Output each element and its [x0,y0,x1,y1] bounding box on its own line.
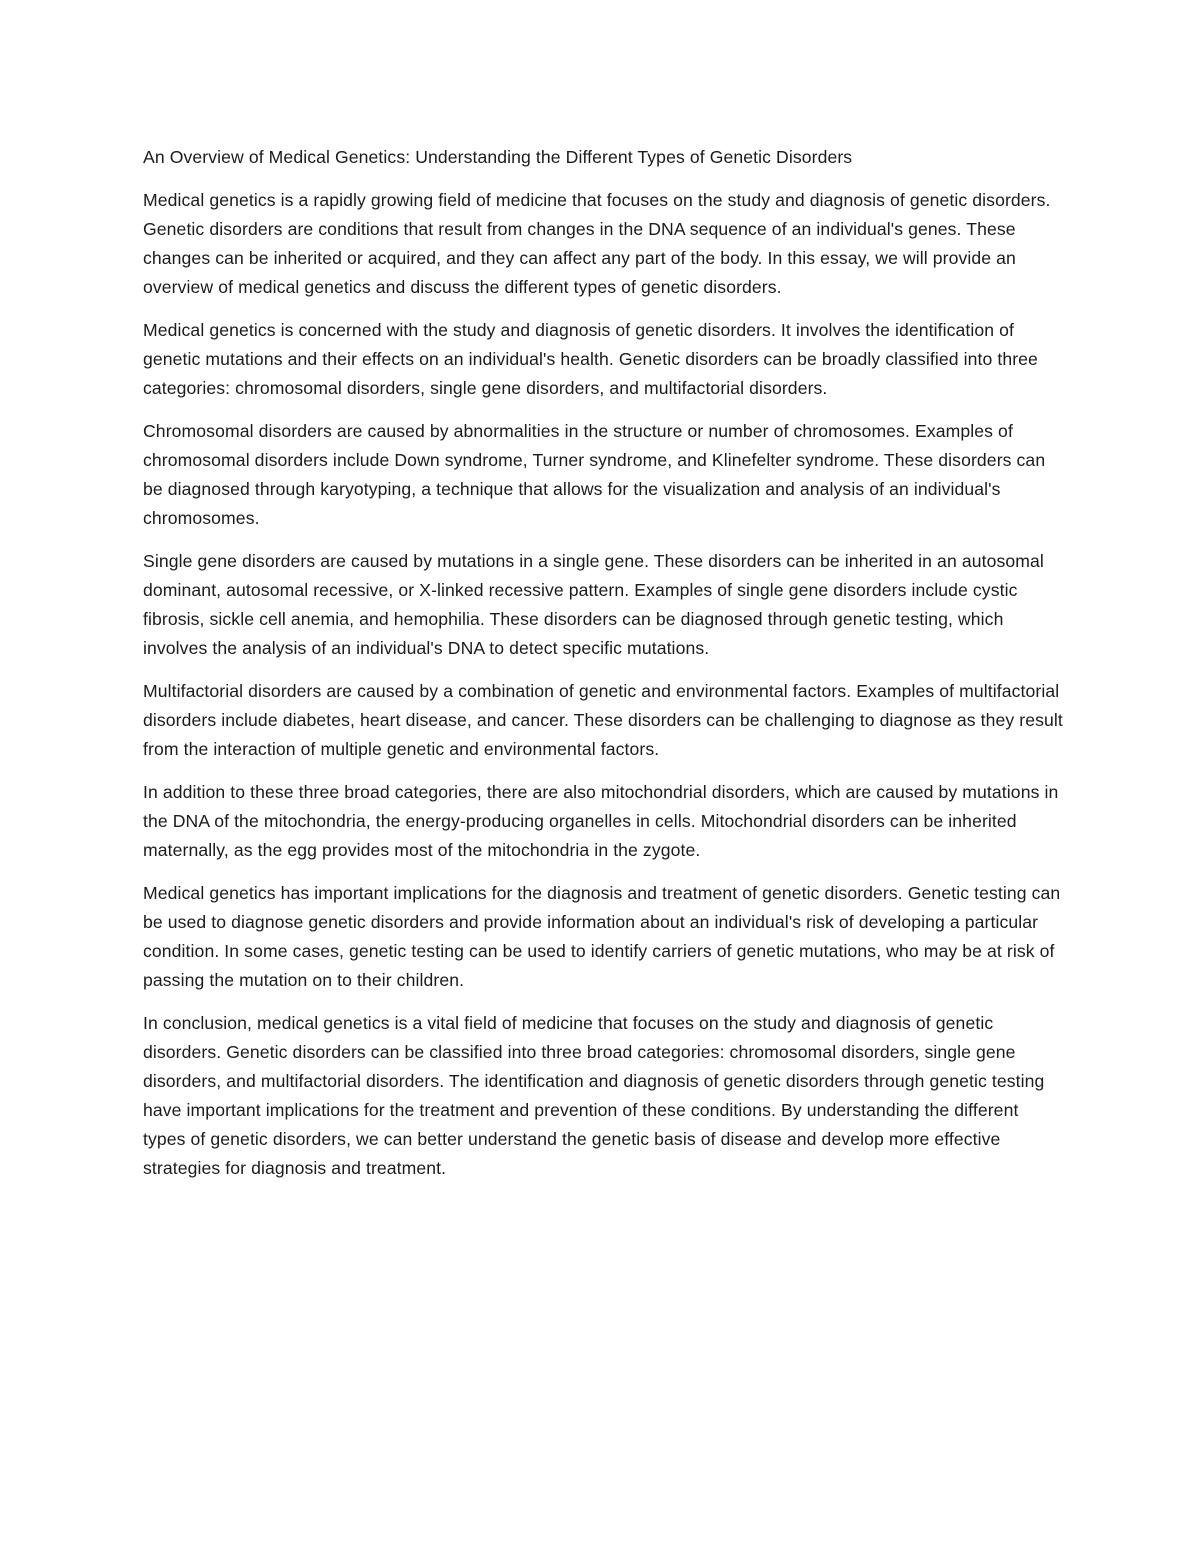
paragraph-single-gene-disorders: Single gene disorders are caused by mutations in a single gene. These disorders can be inherited in an autosomal dominant, autosomal recessive, or X-linked recessive pattern. Examples of single gene disorders include cystic fibrosis, sickle cell anemia, and hemophilia. These disorders can be diagnosed through genetic testing, which involves the analysis of an individual's DNA to detect specific mutations. [143,551,1044,658]
paragraph-overview: Medical genetics is concerned with the study and diagnosis of genetic disorders. It involves the identification of genetic mutations and their effects on an individual's health. Genetic disorders can be broadly classified into three categories: chromosomal disorders, single gene disorders, and multifactorial disorders. [143,320,1038,398]
paragraph-multifactorial-disorders: Multifactorial disorders are caused by a combination of genetic and environmental factors. Examples of multifactorial disorders include diabetes, heart disease, and cancer. These disorders can be challenging to diagnose as they result from the interaction of multiple genetic and environmental factors. [143,681,1063,759]
document-body [143,143,1063,1197]
paragraph-chromosomal-disorders: Chromosomal disorders are caused by abnormalities in the structure or number of chromosomes. Examples of chromosomal disorders include Down syndrome, Turner syndrome, and Klinefelter syndrome. These disorders can be diagnosed through karyotyping, a technique that allows for the visualization and analysis of an individual's chromosomes. [143,421,1046,528]
document-title: An Overview of Medical Genetics: Understanding the Different Types of Genetic Disorders [143,147,853,167]
paragraph-implications: Medical genetics has important implications for the diagnosis and treatment of genetic disorders. Genetic testing can be used to diagnose genetic disorders and provide information about an individual's risk of developing a particular condition. In some cases, genetic testing can be used to identify carriers of genetic mutations, who may be at risk of passing the mutation on to their children. [143,883,1061,990]
paragraph-introduction: Medical genetics is a rapidly growing field of medicine that focuses on the study and diagnosis of genetic disorders. Genetic disorders are conditions that result from changes in the DNA sequence of an individual's genes. These changes can be inherited or acquired, and they can affect any part of the body. In this essay, we will provide an overview of medical genetics and discuss the different types of genetic disorders. [143,190,1051,297]
paragraph-conclusion: In conclusion, medical genetics is a vital field of medicine that focuses on the study and diagnosis of genetic disorders. Genetic disorders can be classified into three broad categories: chromosomal disorders, single gene disorders, and multifactorial disorders. The identification and diagnosis of genetic disorders through genetic testing have important implications for the treatment and prevention of these conditions. By understanding the different types of genetic disorders, we can better understand the genetic basis of disease and develop more effective strategies for diagnosis and treatment. [143,1013,1045,1178]
paragraph-mitochondrial-disorders: In addition to these three broad categories, there are also mitochondrial disorders, which are caused by mutations in the DNA of the mitochondria, the energy-producing organelles in cells. Mitochondrial disorders can be inherited maternally, as the egg provides most of the mitochondria in the zygote. [143,782,1059,860]
